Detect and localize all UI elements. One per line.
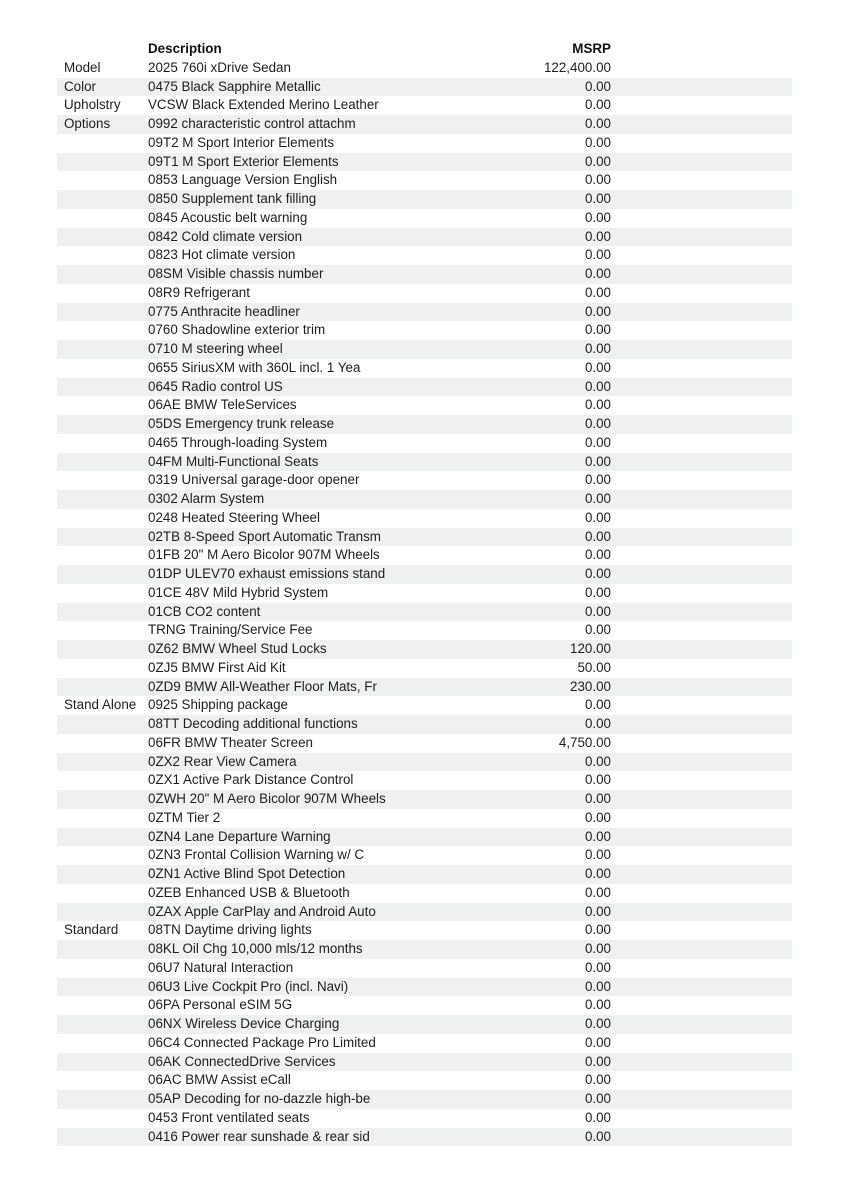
table-row [57, 903, 792, 922]
row-description: 06AK ConnectedDrive Services [148, 1053, 336, 1069]
row-msrp-value: 0.00 [584, 847, 611, 863]
row-msrp-value: 0.00 [584, 266, 611, 281]
table-row [57, 640, 792, 659]
table-row [57, 1053, 792, 1072]
row-msrp-value: 0.00 [584, 978, 611, 994]
row-msrp-value: 0.00 [584, 341, 611, 356]
row-description: 06U3 Live Cockpit Pro (incl. Navi) [148, 978, 349, 994]
table-row [57, 978, 792, 997]
row-description: 08SM Visible chassis number [148, 266, 324, 281]
row-msrp-value: 0.00 [584, 209, 611, 225]
table-row [57, 753, 792, 772]
table-body [57, 59, 792, 1147]
row-msrp-value: 0.00 [584, 959, 611, 975]
table-row [57, 809, 792, 828]
row-msrp-value: 230.00 [570, 678, 611, 694]
table-row [57, 603, 792, 622]
row-msrp-value: 122,400.00 [543, 59, 611, 75]
table-row [57, 490, 792, 509]
row-description: 0475 Black Sapphire Metallic [148, 78, 321, 94]
row-msrp-value: 0.00 [584, 416, 611, 431]
row-description: 0ZN3 Frontal Collision Warning w/ C [148, 847, 365, 863]
table-row [57, 471, 792, 490]
table-row [57, 734, 792, 753]
row-msrp-value: 0.00 [584, 1053, 611, 1069]
row-msrp-value: 0.00 [584, 434, 611, 450]
row-description: 06PA Personal eSIM 5G [148, 997, 293, 1013]
row-category-label: Stand Alone [64, 697, 137, 713]
row-description: 0823 Hot climate version [148, 247, 296, 263]
row-msrp-value: 0.00 [584, 78, 611, 94]
row-description: 06AE BMW TeleServices [148, 397, 297, 413]
row-msrp-value: 0.00 [584, 547, 611, 563]
table-row [57, 321, 792, 340]
row-description: 0ZD9 BMW All-Weather Floor Mats, Fr [148, 678, 377, 694]
row-msrp-value: 0.00 [584, 603, 611, 619]
row-description: 0248 Heated Steering Wheel [148, 509, 320, 525]
row-description: 0ZTM Tier 2 [148, 809, 221, 825]
header-description: Description [148, 41, 222, 56]
table-row [57, 584, 792, 603]
row-msrp-value: 4,750.00 [558, 734, 611, 750]
row-msrp-value: 0.00 [584, 116, 611, 131]
row-msrp-value: 0.00 [584, 322, 611, 338]
row-msrp-value: 0.00 [584, 1128, 611, 1144]
row-msrp-value: 0.00 [584, 453, 611, 469]
row-description: 08R9 Refrigerant [148, 284, 250, 300]
row-category-label: Options [64, 116, 111, 131]
row-category-label: Model [64, 59, 101, 75]
row-description: 06U7 Natural Interaction [148, 959, 294, 975]
row-description: 0842 Cold climate version [148, 228, 303, 244]
table-row [57, 884, 792, 903]
table-row [57, 396, 792, 415]
table-row [57, 246, 792, 265]
table-row [57, 528, 792, 547]
row-description: 0ZWH 20" M Aero Bicolor 907M Wheels [148, 791, 386, 806]
table-row [57, 209, 792, 228]
row-category-label: Color [64, 78, 96, 94]
table-row [57, 340, 792, 359]
row-msrp-value: 0.00 [584, 153, 611, 169]
row-msrp-value: 0.00 [584, 491, 611, 506]
row-description: 01CE 48V Mild Hybrid System [148, 584, 329, 600]
row-description: 06NX Wireless Device Charging [148, 1016, 340, 1031]
row-msrp-value: 0.00 [584, 528, 611, 544]
row-description: 08TN Daytime driving lights [148, 922, 312, 938]
table-row [57, 378, 792, 397]
row-msrp-value: 0.00 [584, 1109, 611, 1125]
row-msrp-value: 0.00 [584, 791, 611, 806]
row-description: 0645 Radio control US [148, 378, 283, 394]
table-row [57, 996, 792, 1015]
table-row [57, 865, 792, 884]
row-description: 06C4 Connected Package Pro Limited [148, 1034, 376, 1050]
table-row [57, 228, 792, 247]
row-description: 0302 Alarm System [148, 491, 265, 506]
table-row [57, 1034, 792, 1053]
row-msrp-value: 0.00 [584, 359, 611, 375]
row-msrp-value: 0.00 [584, 866, 611, 881]
row-msrp-value: 0.00 [584, 772, 611, 788]
row-msrp-value: 0.00 [584, 828, 611, 844]
row-msrp-value: 0.00 [584, 1072, 611, 1088]
row-msrp-value: 0.00 [584, 997, 611, 1013]
row-msrp-value: 0.00 [584, 753, 611, 769]
row-description: 0992 characteristic control attachm [148, 116, 356, 131]
row-category-label: Standard [64, 922, 119, 938]
row-description: 0760 Shadowline exterior trim [148, 322, 326, 338]
row-description: VCSW Black Extended Merino Leather [148, 97, 379, 113]
row-description: 0453 Front ventilated seats [148, 1109, 310, 1125]
row-msrp-value: 0.00 [584, 134, 611, 150]
table-row [57, 659, 792, 678]
table-row [57, 284, 792, 303]
table-row [57, 78, 792, 97]
table-row [57, 171, 792, 190]
row-description: 0ZX2 Rear View Camera [148, 753, 297, 769]
table-row [57, 265, 792, 284]
row-description: 0775 Anthracite headliner [148, 303, 300, 319]
row-description: 0ZJ5 BMW First Aid Kit [148, 659, 286, 675]
table-row [57, 96, 792, 115]
row-msrp-value: 0.00 [584, 884, 611, 900]
row-msrp-value: 0.00 [584, 697, 611, 713]
table-row [57, 771, 792, 790]
table-row [57, 790, 792, 809]
row-description: 2025 760i xDrive Sedan [148, 59, 291, 75]
row-msrp-value: 0.00 [584, 941, 611, 956]
row-description: 0655 SiriusXM with 360L incl. 1 Yea [148, 359, 361, 375]
table-row [57, 921, 792, 940]
row-description: 08KL Oil Chg 10,000 mls/12 months [148, 941, 363, 956]
table-row [57, 1128, 792, 1147]
table-row [57, 546, 792, 565]
row-msrp-value: 0.00 [584, 922, 611, 938]
row-description: 0416 Power rear sunshade & rear sid [148, 1128, 370, 1144]
row-description: 09T2 M Sport Interior Elements [148, 134, 335, 150]
row-description: 0319 Universal garage-door opener [148, 472, 360, 488]
vehicle-pricing-table [57, 40, 792, 1146]
row-msrp-value: 0.00 [584, 716, 611, 731]
row-msrp-value: 0.00 [584, 1034, 611, 1050]
table-row [57, 565, 792, 584]
row-description: 0853 Language Version English [148, 172, 338, 188]
table-row [57, 59, 792, 78]
row-description: 0ZAX Apple CarPlay and Android Auto [148, 903, 376, 919]
row-msrp-value: 0.00 [584, 584, 611, 600]
row-description: 04FM Multi-Functional Seats [148, 453, 319, 469]
table-row [57, 115, 792, 134]
table-row [57, 940, 792, 959]
table-row [57, 415, 792, 434]
row-msrp-value: 0.00 [584, 397, 611, 413]
table-row [57, 715, 792, 734]
row-description: 06AC BMW Assist eCall [148, 1072, 291, 1088]
table-row [57, 153, 792, 172]
row-msrp-value: 0.00 [584, 622, 611, 638]
row-description: 0710 M steering wheel [148, 341, 283, 356]
row-description: 01FB 20" M Aero Bicolor 907M Wheels [148, 547, 380, 563]
row-msrp-value: 0.00 [584, 903, 611, 919]
table-row [57, 846, 792, 865]
row-msrp-value: 0.00 [584, 228, 611, 244]
row-msrp-value: 0.00 [584, 566, 611, 581]
table-header-row [57, 40, 792, 59]
row-description: TRNG Training/Service Fee [148, 622, 313, 638]
row-description: 0ZEB Enhanced USB & Bluetooth [148, 884, 350, 900]
row-msrp-value: 0.00 [584, 247, 611, 263]
table-row [57, 621, 792, 640]
table-row [57, 1071, 792, 1090]
row-msrp-value: 0.00 [584, 97, 611, 113]
table-row [57, 959, 792, 978]
row-msrp-value: 120.00 [570, 641, 611, 656]
header-msrp: MSRP [572, 41, 611, 56]
row-description: 0ZN4 Lane Departure Warning [148, 828, 331, 844]
row-description: 0925 Shipping package [148, 697, 288, 713]
table-row [57, 359, 792, 378]
row-msrp-value: 0.00 [584, 378, 611, 394]
table-row [57, 678, 792, 697]
table-row [57, 696, 792, 715]
table-row [57, 509, 792, 528]
row-description: 05DS Emergency trunk release [148, 416, 335, 431]
row-category-label: Upholstry [64, 97, 121, 113]
row-msrp-value: 0.00 [584, 472, 611, 488]
table-row [57, 134, 792, 153]
row-description: 0ZN1 Active Blind Spot Detection [148, 866, 346, 881]
row-msrp-value: 50.00 [577, 659, 611, 675]
row-msrp-value: 0.00 [584, 1016, 611, 1031]
row-description: 01CB CO2 content [148, 603, 261, 619]
row-description: 06FR BMW Theater Screen [148, 734, 313, 750]
table-row [57, 434, 792, 453]
row-description: 09T1 M Sport Exterior Elements [148, 153, 339, 169]
table-row [57, 828, 792, 847]
row-description: 05AP Decoding for no-dazzle high-be [148, 1091, 371, 1106]
row-description: 0845 Acoustic belt warning [148, 209, 308, 225]
table-row [57, 453, 792, 472]
table-row [57, 1015, 792, 1034]
row-description: 0850 Supplement tank filling [148, 191, 317, 206]
row-msrp-value: 0.00 [584, 191, 611, 206]
row-msrp-value: 0.00 [584, 509, 611, 525]
table-row [57, 190, 792, 209]
row-msrp-value: 0.00 [584, 284, 611, 300]
row-description: 02TB 8-Speed Sport Automatic Transm [148, 528, 381, 544]
row-description: 0Z62 BMW Wheel Stud Locks [148, 641, 327, 656]
row-description: 01DP ULEV70 exhaust emissions stand [148, 566, 386, 581]
row-msrp-value: 0.00 [584, 303, 611, 319]
row-description: 08TT Decoding additional functions [148, 716, 358, 731]
row-msrp-value: 0.00 [584, 809, 611, 825]
row-msrp-value: 0.00 [584, 172, 611, 188]
table-row [57, 1109, 792, 1128]
row-msrp-value: 0.00 [584, 1091, 611, 1106]
row-description: 0ZX1 Active Park Distance Control [148, 772, 354, 788]
row-description: 0465 Through-loading System [148, 434, 328, 450]
table-row [57, 1090, 792, 1109]
table-row [57, 303, 792, 322]
